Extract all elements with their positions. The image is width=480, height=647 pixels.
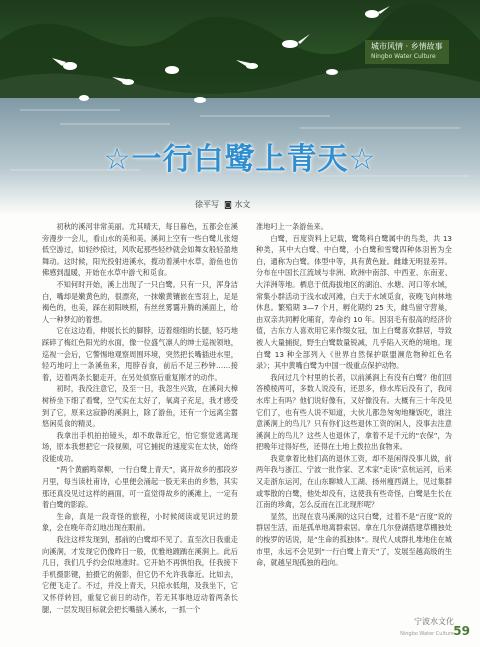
paragraph: 白鹭，百度资料上记载，鹭鸶科白鹭属中的鸟类，共 13 种类，其中大白鹭、中白鹭，小白鹭和雪鹭四种体羽皆为全白，通称为白鹭。体型中等，具有黄色趾。雌雄无明显差异。分布在中国长江流域与非洲、欧洲中南部、中西亚、东南亚、大洋洲等地。栖息于低海拔地区的湖泊、水塘、河口等水域，常集小群活动于浅水或河滩，白天于水域觅食，夜晚飞向林地休息。繁殖期 3—7 个月，孵化期约 25 天，雌鸟留守营巢，由双亲共同孵化哺育，寿命约 10 年。因羽毛有很高的经济价值，古东方人喜欢用它来作缀女冠，加上白鹭喜欢群居，导致被人大量捕捉，野生白鹭数量锐减，几乎陷入灭绝的境地。现白鹭 13 种全部列入《世界自然保护联盟濒危物种红色名录》；其中黄嘴白鹭为中国一级重点保护动物。 — [256, 233, 452, 371]
paragraph: 初秋的溪河非常美丽。尤其晴天，每日暮色，五都会在溪旁漫步一会儿，看山水的美和美。溪间上空有一些白鹭儿张翅低空游过，如轻纱掠过，风吹起那些轻纱就会如舞女般轻盈地舞动。这时候，阳光投射进溪水，揽动着溪中水草，游鱼也仿佛感到温暖，开始在水草中游弋和觅食。 — [42, 222, 238, 278]
article-column-left — [42, 221, 238, 615]
star-icon: ☆ — [103, 142, 132, 177]
byline — [195, 199, 250, 210]
article-title-text: 一行白鹭上青天 — [131, 142, 349, 177]
star-icon: ☆ — [348, 142, 377, 177]
paragraph: 我问过几个村里的长者，以前溪涧上有没有白鹭？他们回答模棱两可，多数人说没有，还思多，修水库后没有了，我问水库上有吗？他们说好像有，又好像没有。大概有三十年没见它们了，也有些人说不知道，大伙儿都急匆匆地赚饭吃，谁注意溪涧上的鸟儿？只有你们这些退休工资的闲人，没事去注意溪涧上的鸟儿？这些人也退休了，拿着不足千元的“农保”，为把晚年过得好些，还得在土地上拨拉出食物来。 — [256, 372, 452, 452]
paragraph: “两个黄鹂鸣翠柳，一行白鹭上青天”，离开故乡的那段岁月里，每当读杜甫诗，心里便会涌起一股无来由的乡愁，其实那还真没见过这样的画面，可一直觉得故乡的溪滩上，一定有着白鹭的影踪。 — [42, 465, 238, 510]
lake-egret-illustration — [0, 0, 480, 215]
paragraph: 准地叼上一条游鱼来。 — [256, 222, 328, 231]
magazine-name-en: Ningbo Water Culture — [400, 631, 454, 637]
column-tag-en: Ningbo Water Culture — [371, 53, 436, 60]
article-column-right — [256, 221, 452, 569]
paragraph: 我注这样发现到，那前的白鹭却不见了。直至次日我重走向溪涧，才发现它仍像昨日一般，优雅地踱踽在溪涧上。此后几日，我们几乎约会似地准时。它开始不再惧怕我，任我接下手机摄影键，拍摄它的俯影，但它仍不允许我靠近。比如去，它便飞走了。不过，并没上青天，只掠水低翔，及我坐下，它又怀俘转回，重复它前日的动作，若无其事地迈动着两条长腿，一层发现目标就会把长嘴插入溪水，一抓一个 — [42, 535, 238, 614]
header-photo — [0, 0, 480, 215]
paragraph: 生命，真是一段奇怪的旅程，小时候阅读或见识过的景象，会在晚年奇幻地出现在眼前。 — [42, 511, 238, 533]
paragraph: 我竟拿着比他们高的退休工资，却不是闲得没事儿做，前两年我与浙江、宁波一批作家、艺术家“走读”京杭运河，后来又走浙东运河，在山东聊城人工湖、扬州瘦西湖上，见过集群或零散的白鹭，他处却没有，这使我有些奇怪，白鹭是生长在江南的珍禽，怎么反而在江北现形呢？ — [256, 453, 452, 510]
photographer-name: 水文 — [234, 200, 251, 209]
camera-icon: ◙ — [224, 200, 232, 209]
paragraph: 初时，我没注意它，及至一日，我忽生兴致，在溪间大樟树桥坐下细了看鹭，空气实在太好了，氧离子充足，我才感受到了它，原来这寂静的溪涧上，除了游鱼，还有一个远离尘嚣悠闲觅食的精灵。 — [42, 384, 238, 429]
column-tag-cn: 城市风情 · 乡情故事 — [371, 42, 443, 51]
magazine-name: 宁波水文化 — [414, 617, 454, 626]
column-tag — [365, 40, 449, 64]
author-name: 徐平写 — [195, 200, 219, 209]
paragraph: 它在这边看，伸展长长的脚脖，迈着细细的长腿，轻巧地踩碎了梅红色阳光的水面，像一位盛气凛人的绅士巡视领地，巡视一会后，它警惕地观察周围环境，突然把长嘴插进水里，轻巧地叼上一条溪鱼来，甩脖吞食，前后不足三秒钟……接着，迈着两条长腿走开，在另处侦察后重复刚才的动作。 — [42, 326, 238, 382]
paragraph: 不知何时开始，溪上出现了一只白鹭。只有一只，浑身洁白，嘴却是嫩黄色的，很漂亮，一抹嫩黄镶嵌在雪羽上，足是褐色的，也美，踩在初阳映照，有丝丝雾霭升腾的溪面上，给人一种梦幻的着想。 — [42, 279, 238, 324]
paragraph: 我拿出手机拍拍镜头，却不敢靠近它，怕它察觉逃离现场，原本我想把它一段视频，可它捕捉的速度实在太快，始终没能成功。 — [42, 430, 238, 463]
article-title — [0, 134, 480, 178]
paragraph: 显然，出现在袁马溪涧的这只白鹭，过着不是“百度”说的群居生活，而是孤单地离群索居。拿在几尔登湖搭建草棚独处的梭罗的话说，是“生命的孤独体”。现代人成群扎堆地住在城市里，永远不会见到“一行白鹭上青天”了，发展至越高级的生命，就越呈现孤独的趋向。 — [256, 511, 452, 568]
page-number: 59 — [453, 624, 470, 638]
